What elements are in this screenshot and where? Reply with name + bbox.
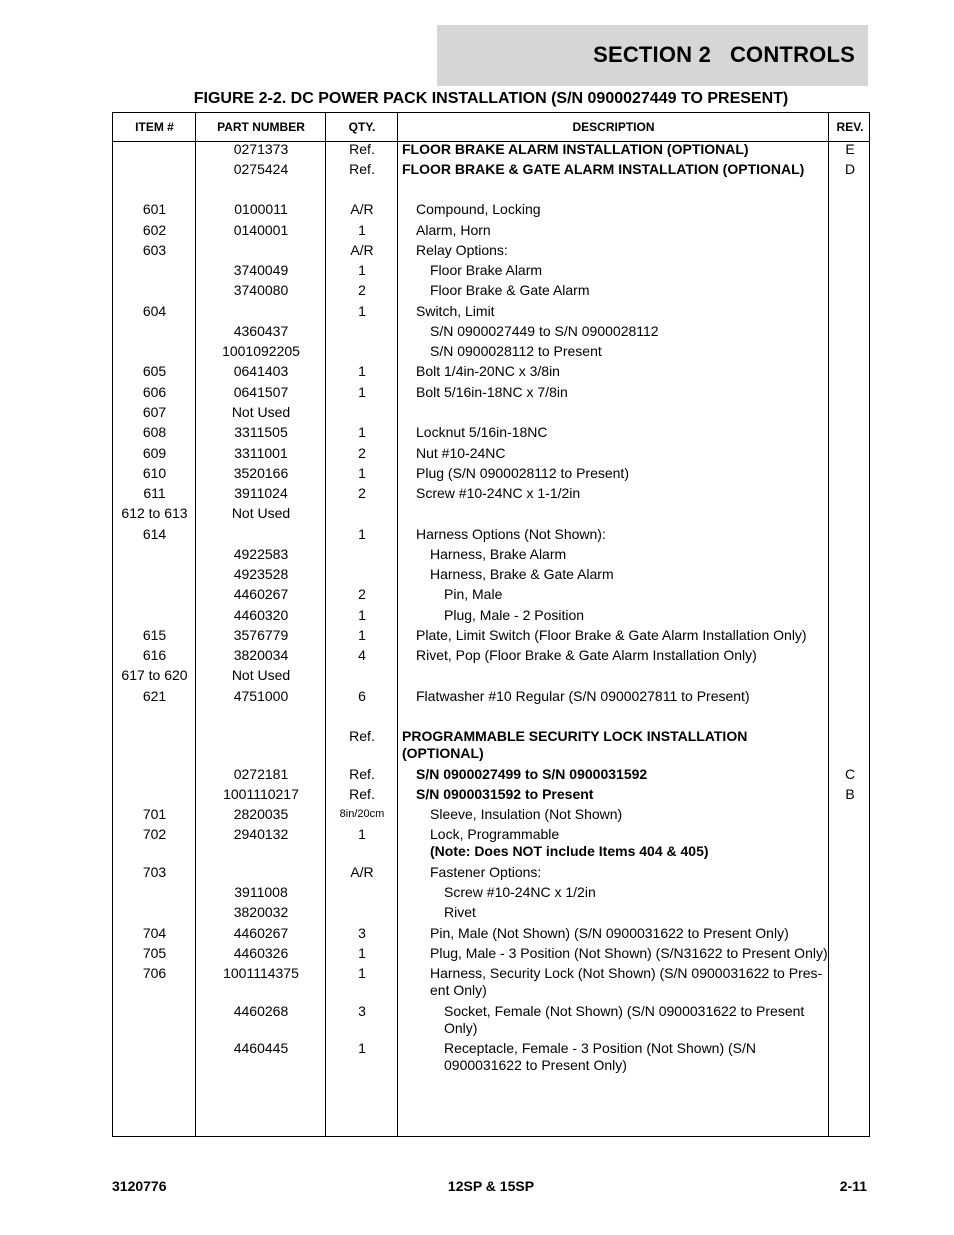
- description-line: Rivet, Pop (Floor Brake & Gate Alarm Installation Only): [416, 647, 757, 663]
- item-number: 616: [142, 647, 167, 663]
- quantity: 1: [358, 222, 366, 238]
- quantity: 3: [358, 1003, 366, 1019]
- quantity: 1: [358, 627, 366, 643]
- description-line: Plate, Limit Switch (Floor Brake & Gate Alarm Installation Only): [416, 627, 807, 643]
- revision: D: [844, 161, 856, 177]
- part-number: Not Used: [231, 505, 291, 521]
- description-line: Only): [444, 1020, 478, 1036]
- quantity: 2: [358, 445, 366, 461]
- description: [402, 262, 854, 279]
- description-line: Relay Options:: [416, 242, 508, 258]
- description-line: Screw #10-24NC x 1-1/2in: [416, 485, 581, 501]
- description-line: S/N 0900031592 to Present: [416, 786, 594, 802]
- item-number: 704: [142, 925, 167, 941]
- description-line: Harness, Brake Alarm: [430, 546, 567, 562]
- description: [402, 647, 840, 664]
- quantity: A/R: [350, 242, 374, 258]
- quantity: Ref.: [349, 728, 375, 744]
- description-line: Harness, Security Lock (Not Shown) (S/N 0900031622 to Pres-: [430, 965, 823, 981]
- description: [402, 363, 840, 380]
- item-number: 608: [142, 424, 167, 440]
- quantity: 1: [358, 363, 366, 379]
- part-number: 3740080: [233, 282, 289, 298]
- item-number: 617 to 620: [121, 667, 188, 683]
- item-number: 702: [142, 826, 167, 842]
- quantity: Ref.: [349, 161, 375, 177]
- quantity: 1: [358, 965, 366, 981]
- quantity: 1: [358, 384, 366, 400]
- part-number: 4460320: [233, 607, 289, 623]
- revision: E: [845, 141, 855, 157]
- description-line: Locknut 5/16in-18NC: [416, 424, 548, 440]
- description-line: Screw #10-24NC x 1/2in: [444, 884, 596, 900]
- description: [402, 965, 854, 999]
- description: [402, 607, 868, 624]
- description: [402, 424, 840, 441]
- part-number: 0272181: [233, 766, 289, 782]
- description: [402, 465, 840, 482]
- revision: C: [844, 766, 856, 782]
- section-banner: [437, 25, 868, 86]
- part-number: 3911008: [234, 884, 288, 900]
- quantity: 6: [358, 688, 366, 704]
- column-header-part-number: PART NUMBER: [217, 120, 305, 134]
- part-number: 4751000: [233, 688, 289, 704]
- item-number: 610: [142, 465, 167, 481]
- description: [402, 786, 840, 803]
- column-header-rev: REV.: [836, 120, 864, 134]
- description: [402, 282, 854, 299]
- quantity: A/R: [350, 864, 374, 880]
- quantity: Ref.: [349, 766, 375, 782]
- quantity: 1: [358, 526, 366, 542]
- part-number: 2940132: [233, 826, 289, 842]
- description: [402, 222, 840, 239]
- description-line: Receptacle, Female - 3 Position (Not Shown) (S/N: [444, 1040, 757, 1056]
- quantity: 2: [358, 282, 366, 298]
- part-number: 3740049: [233, 262, 289, 278]
- quantity: 1: [358, 945, 366, 961]
- part-number: 4460445: [233, 1040, 289, 1056]
- part-number: 0100011: [234, 201, 288, 217]
- part-number: 0641403: [233, 363, 289, 379]
- quantity: A/R: [350, 201, 374, 217]
- description-line: Compound, Locking: [416, 201, 541, 217]
- item-number: 607: [142, 404, 167, 420]
- item-number: 609: [142, 445, 167, 461]
- description-line: Plug, Male - 3 Position (Not Shown) (S/N31622 to Present Only): [430, 945, 828, 961]
- description: [402, 141, 826, 158]
- description-line: Pin, Male: [444, 586, 503, 602]
- description: [402, 766, 840, 783]
- quantity: 1: [358, 262, 366, 278]
- description-line: Nut #10-24NC: [416, 445, 506, 461]
- part-number: 3820034: [233, 647, 289, 663]
- part-number: 1001110217: [223, 786, 299, 802]
- model-name: 12SP & 15SP: [447, 1178, 535, 1194]
- column-header-qty: QTY.: [348, 120, 376, 134]
- description: [402, 904, 868, 921]
- description: [402, 586, 868, 603]
- description-line: Socket, Female (Not Shown) (S/N 0900031622 to Present: [444, 1003, 805, 1019]
- description: [402, 627, 840, 644]
- item-number: 706: [142, 965, 167, 981]
- description-line: Bolt 1/4in-20NC x 3/8in: [416, 363, 560, 379]
- description-line: FLOOR BRAKE & GATE ALARM INSTALLATION (OPTIONAL): [402, 161, 805, 177]
- description-line: Alarm, Horn: [416, 222, 491, 238]
- parts-table: [112, 112, 870, 1137]
- description: [402, 161, 826, 178]
- description-line: ent Only): [430, 982, 487, 998]
- description: [402, 884, 868, 901]
- part-number: 4460267: [233, 925, 289, 941]
- description: [402, 546, 854, 563]
- description: [402, 1040, 868, 1074]
- description-line: PROGRAMMABLE SECURITY LOCK INSTALLATION: [402, 728, 748, 744]
- description-line: Switch, Limit: [416, 303, 495, 319]
- quantity: 1: [358, 826, 366, 842]
- item-number: 602: [142, 222, 167, 238]
- description-line: Sleeve, Insulation (Not Shown): [430, 806, 623, 822]
- item-number: 603: [142, 242, 167, 258]
- quantity: 2: [358, 485, 366, 501]
- doc-number: 3120776: [112, 1178, 167, 1194]
- part-number: 3311505: [234, 424, 288, 440]
- item-number: 605: [142, 363, 167, 379]
- description-line: FLOOR BRAKE ALARM INSTALLATION (OPTIONAL): [402, 141, 749, 157]
- quantity: 1: [358, 424, 366, 440]
- item-number: 703: [142, 864, 167, 880]
- description-line: Plug, Male - 2 Position: [444, 607, 585, 623]
- description: [402, 343, 854, 360]
- table-header: [113, 113, 869, 142]
- part-number: 4922583: [233, 546, 289, 562]
- description-line: (OPTIONAL): [402, 745, 484, 761]
- description: [402, 201, 840, 218]
- part-number: 0641507: [233, 384, 289, 400]
- description-line: Harness, Brake & Gate Alarm: [430, 566, 614, 582]
- description-line: Lock, Programmable: [430, 826, 560, 842]
- description-line: Floor Brake Alarm: [430, 262, 543, 278]
- part-number: 2820035: [233, 806, 289, 822]
- part-number: Not Used: [231, 404, 291, 420]
- description: [402, 728, 826, 762]
- description-line: Floor Brake & Gate Alarm: [430, 282, 590, 298]
- description-line: (Note: Does NOT include Items 404 & 405): [430, 843, 709, 859]
- description: [402, 826, 854, 860]
- description: [402, 566, 854, 583]
- part-number: Not Used: [231, 667, 291, 683]
- quantity: 1: [358, 1040, 366, 1056]
- description-line: Flatwasher #10 Regular (S/N 0900027811 to Present): [416, 688, 750, 704]
- part-number: 0140001: [233, 222, 289, 238]
- part-number: 0275424: [233, 161, 289, 177]
- description: [402, 445, 840, 462]
- part-number: 3520166: [233, 465, 289, 481]
- part-number: 3820032: [233, 904, 289, 920]
- description-line: S/N 0900027499 to S/N 0900031592: [416, 766, 648, 782]
- figure-title: FIGURE 2-2. DC POWER PACK INSTALLATION (S/N 0900027449 TO PRESENT): [193, 90, 789, 107]
- quantity: 2: [358, 586, 366, 602]
- item-number: 614: [142, 526, 167, 542]
- part-number: 4460267: [233, 586, 289, 602]
- quantity: 4: [358, 647, 366, 663]
- part-number: 3311001: [234, 445, 288, 461]
- description-line: Fastener Options:: [430, 864, 542, 880]
- description-line: Rivet: [444, 904, 476, 920]
- description: [402, 688, 840, 705]
- description-line: S/N 0900027449 to S/N 0900028112: [430, 323, 659, 339]
- quantity: 1: [358, 607, 366, 623]
- description: [402, 323, 854, 340]
- description-line: Pin, Male (Not Shown) (S/N 0900031622 to Present Only): [430, 925, 789, 941]
- page-number: 2-11: [839, 1178, 867, 1194]
- item-number: 705: [142, 945, 167, 961]
- description: [402, 485, 840, 502]
- part-number: 4923528: [233, 566, 289, 582]
- item-number: 612 to 613: [121, 505, 188, 521]
- part-number: 0271373: [233, 141, 289, 157]
- quantity: Ref.: [349, 141, 375, 157]
- section-title: SECTION 2 CONTROLS: [593, 42, 855, 67]
- part-number: 3911024: [234, 485, 288, 501]
- revision: B: [845, 786, 855, 802]
- description: [402, 242, 840, 259]
- description: [402, 1003, 868, 1037]
- quantity: 1: [358, 465, 366, 481]
- description: [402, 945, 854, 962]
- part-number: 4460268: [233, 1003, 289, 1019]
- part-number: 3576779: [233, 627, 289, 643]
- description-line: Bolt 5/16in-18NC x 7/8in: [416, 384, 568, 400]
- item-number: 604: [142, 303, 167, 319]
- item-number: 606: [142, 384, 167, 400]
- column-header-description: DESCRIPTION: [572, 120, 655, 134]
- part-number: 4360437: [233, 323, 289, 339]
- item-number: 701: [142, 806, 167, 822]
- description: [402, 806, 854, 823]
- description: [402, 925, 854, 942]
- item-number: 621: [142, 688, 167, 704]
- part-number: 4460326: [233, 945, 289, 961]
- quantity: 3: [358, 925, 366, 941]
- item-number: 601: [142, 201, 167, 217]
- column-header-item: ITEM #: [135, 120, 174, 134]
- description: [402, 303, 840, 320]
- quantity: 8in/20cm: [339, 808, 385, 820]
- item-number: 611: [143, 485, 166, 501]
- description-line: Harness Options (Not Shown):: [416, 526, 606, 542]
- quantity: 1: [358, 303, 366, 319]
- description-line: 0900031622 to Present Only): [444, 1057, 627, 1073]
- description: [402, 864, 854, 881]
- description-line: Plug (S/N 0900028112 to Present): [416, 465, 629, 481]
- description: [402, 384, 840, 401]
- description-line: S/N 0900028112 to Present: [430, 343, 602, 359]
- quantity: Ref.: [349, 786, 375, 802]
- part-number: 1001092205: [222, 343, 300, 359]
- part-number: 1001114375: [223, 965, 299, 981]
- description: [402, 526, 840, 543]
- item-number: 615: [142, 627, 167, 643]
